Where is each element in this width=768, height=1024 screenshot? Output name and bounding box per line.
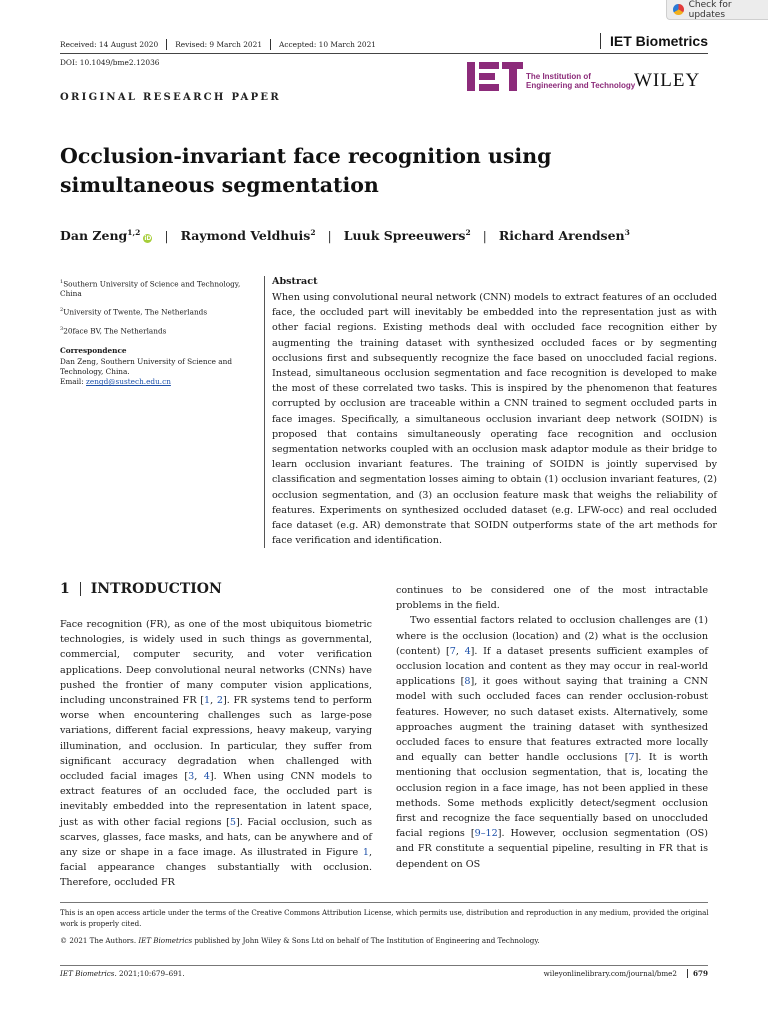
iet-name-line2: Engineering and Technology [526,81,636,90]
copyright-note: © 2021 The Authors. IET Biometrics published by John Wiley & Sons Ltd on behalf of The Institution of Engineering and Technology. [60,936,540,945]
correspondence-text: Dan Zeng, Southern University of Science and Technology, China. [60,357,233,377]
correspondence [60,357,258,387]
citation-link[interactable]: 5 [229,816,236,828]
crossmark-icon [673,4,684,15]
author-name[interactable]: Dan Zeng$^{1,2}$ [60,228,141,244]
section-title: INTRODUCTION [90,581,222,597]
license-note: This is an open access article under the terms of the Creative Commons Attribution License, which permits use, distribution and reproduction in any medium, provided the original work is properly cited. [60,908,709,928]
citation-link[interactable]: 3 [188,771,195,783]
author-list [60,228,630,243]
section-divider [80,582,81,596]
journal-title: IET Biometrics [600,33,708,49]
orcid-icon[interactable]: iD [144,235,152,243]
paragraph: Two essential factors related to occlusion challenges are (1) where is the occlusion (location) and (2) what is the occlusion (content) [7, 4]. If a dataset presents sufficient examples of occlusion location and content as they may occur in real-world applications [8], it goes without saying that training a CNN model with such occluded faces can render occlusion-robust features. However, no such dataset exists. Alternatively, some approaches augment the training dataset with synthesized occluded faces to ensure that features extracted more locally and equally can better handle occlusions [7]. It is worth mentioning that occlusion segmentation, that is, locating the occlusion region in a face image, has not been applied in these methods. Some methods explicitly detect/segment occlusion first and recognize the face sequentially based on unoccluded facial regions [9–12]. However, occlusion segmentation (OS) and FR constitute a sequential pipeline, resulting in FR that is dependent on OS [396,615,709,870]
abstract-heading: Abstract [272,276,318,287]
citation-link[interactable]: 8 [464,676,471,688]
article-dates [60,39,384,50]
affiliation: $^1$Southern University of Science and Technology, China [60,279,241,299]
figure-link[interactable]: 1 [362,847,369,859]
abstract [264,276,717,548]
body-column-right [396,583,708,872]
citation-link[interactable]: 2 [216,695,224,707]
citation-link[interactable]: 4 [464,645,471,657]
abstract-text: When using convolutional neural network (CNN) models to extract features of an occluded face, the occluded part will inevitably be embedded into the representation just as with other facial regions. Existing methods deal with occluded face recognition either by augmenting the training dataset with synthesized occluded faces or by segmenting occlusions first and subsequently recognize the face based on unoccluded facial regions. Instead, simultaneous occlusion segmentation and face recognition is developed to make the most of these correlated two tasks. This is inspired by the phenomenon that features corrupted by occlusion are traceable within a CNN trained to segment occluded parts in face images. Specifically, a simultaneous occlusion invariant deep network (SOIDN) is proposed that contains simultaneously operating face recognition and occlusion segmentation networks coupled with an occlusion mask adaptor module as their bridge to learn occlusion invariant features. The training of SOIDN is jointly supervised by classification and segmentation losses aiming to obtain (1) occlusion invariant features, (2) occlusion segmentation, and (3) an occlusion feature mask that weighs the reliability of features. Experiments on synthesized occluded dataset (e.g. LFW-occ) and real occluded face dataset (e.g. AR) demonstrate that SOIDN outperforms state of the art methods for face verification and identification. [272,292,717,547]
author-separator: | [164,228,169,244]
citation-link[interactable]: 1 [204,695,211,707]
email-link[interactable]: zengd@sustech.edu.cn [86,377,171,387]
section-number: 1 [60,581,70,597]
page-number: 679 [692,969,708,978]
wiley-logo: WILEY [634,70,701,91]
revised-date: Revised: 9 March 2021 [166,39,270,50]
author-name[interactable]: Richard Arendsen$^3$ [498,228,630,244]
citation-link[interactable]: 7 [449,645,456,657]
correspondence-heading: Correspondence [60,346,127,356]
paragraph: Face recognition (FR), as one of the most ubiquitous biometric technologies, is widely used in such things as governmental, commercial, computer security, and voter verification applications. Deep convolutional neural networks (CNNs) have pushed the frontier of many computer vision applications, including unconstrained FR [1, 2]. FR systems tend to perform worse when encountering challenges such as large-pose variations, different facial expressions, heavy makeup, varying illumination, and occlusion. In particular, they suffer from significant accuracy degradation when challenged with occluded facial images [3, 4]. When using CNN models to extract features of an occluded face, the occluded part is inevitably embedded into the representation in latent space, just as with other facial regions [5]. Facial occlusion, such as scarves, glasses, face masks, and hats, can be anywhere and of any size or shape in a face image. As illustrated in Figure 1, facial appearance changes substantially with occlusion. Therefore, occluded FR [60,619,373,889]
citation-link[interactable]: 7 [628,752,635,764]
author-name[interactable]: Raymond Veldhuis$^2$ [180,228,316,244]
iet-logo [467,62,523,91]
doi[interactable]: DOI: 10.1049/bme2.12036 [60,58,160,67]
iet-name [526,72,635,90]
page-footer-divider [60,965,708,966]
citation-link[interactable]: 9–12 [474,828,498,840]
affiliation: $^3$20face BV, The Netherlands [60,325,167,336]
header-divider [60,53,708,54]
paper-title: Occlusion-invariant face recognition using simultaneous segmentation [60,144,552,197]
author-name[interactable]: Luuk Spreeuwers$^2$ [343,228,471,244]
section-heading [60,581,222,597]
paragraph: continues to be considered one of the most intractable problems in the field. [396,585,708,612]
email-label: Email: [60,377,87,387]
citation-link[interactable]: 4 [203,771,210,783]
received-date: Received: 14 August 2020 [60,40,159,49]
iet-name-line1: The Institution of [526,72,591,81]
author-separator: | [482,228,487,244]
affiliations [60,277,258,387]
journal-url[interactable]: wileyonlinelibrary.com/journal/bme2 [544,969,688,978]
footnote-divider [60,902,708,903]
check-for-updates-label: Check for updates [688,0,732,20]
journal-reference: IET Biometrics. 2021;10:679–691. [60,969,185,978]
article-type: ORIGINAL RESEARCH PAPER [60,92,281,103]
body-column-left [60,617,372,891]
accepted-date: Accepted: 10 March 2021 [270,39,384,50]
affiliation: $^2$University of Twente, The Netherlands [60,307,208,317]
check-for-updates-button[interactable] [666,0,768,20]
author-separator: | [327,228,332,244]
